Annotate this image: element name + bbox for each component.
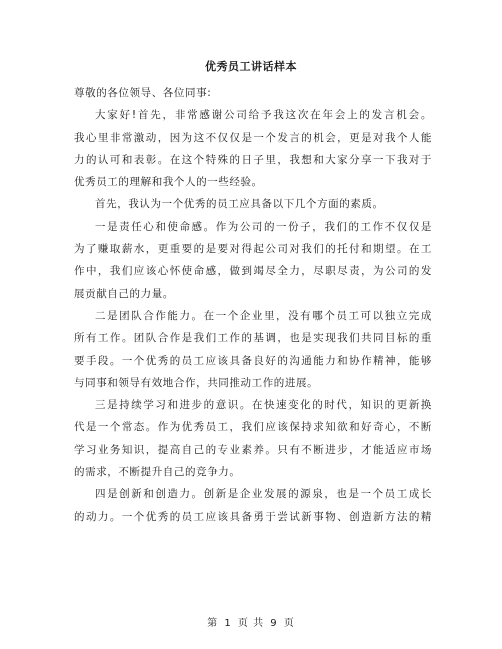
text-line: 三是持续学习和进步的意识。在快速变化的时代，知识的更新换 — [95, 399, 432, 412]
page-total: 9 — [270, 618, 278, 629]
page-footer — [0, 614, 502, 629]
text-line: 二是团队合作能力。在一个企业里，没有哪个员工可以独立完成 — [95, 309, 432, 322]
text-line: 展贡献自己的力量。 — [74, 287, 174, 300]
text-line: 优秀员工的理解和我个人的一些经验。 — [74, 176, 263, 189]
text-line: 四是创新和创造力。创新是企业发展的源泉，也是一个员工成长 — [95, 488, 432, 501]
text-line: 作中，我们应该心怀使命感，做到竭尽全力，尽职尽责，为公司的发 — [74, 265, 432, 278]
document-title: 优秀员工讲话样本 — [205, 60, 297, 73]
text-line: 所有工作。团队合作是我们工作的基调，也是实现我们共同目标的重 — [74, 332, 432, 345]
text-line: 的需求，不断提升自己的竞争力。 — [74, 466, 241, 479]
text-line: 为了赚取薪水，更重要的是要对得起公司对我们的托付和期望。在工 — [74, 243, 432, 256]
text-line: 大家好!首先，非常感谢公司给予我这次在年会上的发言机会。 — [95, 109, 432, 122]
text-line: 力的认可和表彰。在这个特殊的日子里，我想和大家分享一下我对于 — [74, 153, 432, 166]
text-line: 一是责任心和使命感。作为公司的一份子，我们的工作不仅仅是 — [95, 220, 432, 233]
text-line: 的动力。一个优秀的员工应该具备勇于尝试新事物、创造新方法的精 — [74, 510, 432, 523]
text-line: 学习业务知识，提高自己的专业素养。只有不断进步，才能适应市场 — [74, 443, 432, 456]
page-number: 1 — [224, 618, 232, 629]
page-label-mid: 页 共 — [237, 618, 265, 629]
page-label-suffix: 页 — [283, 618, 295, 629]
document-body — [74, 82, 432, 528]
text-line: 首先，我认为一个优秀的员工应具备以下几个方面的素质。 — [95, 198, 384, 211]
page-label-prefix: 第 — [207, 618, 219, 629]
text-line: 代是一个常态。作为优秀员工，我们应该保持求知欲和好奇心，不断 — [74, 421, 432, 434]
text-line: 与同事和领导有效地合作，共同推动工作的进展。 — [74, 376, 319, 389]
text-line: 尊敬的各位领导、各位同事: — [74, 87, 212, 99]
text-line: 我心里非常激动，因为这不仅仅是一个发言的机会，更是对我个人能 — [74, 131, 432, 144]
text-line: 要手段。一个优秀的员工应该具备良好的沟通能力和协作精神，能够 — [74, 354, 432, 367]
